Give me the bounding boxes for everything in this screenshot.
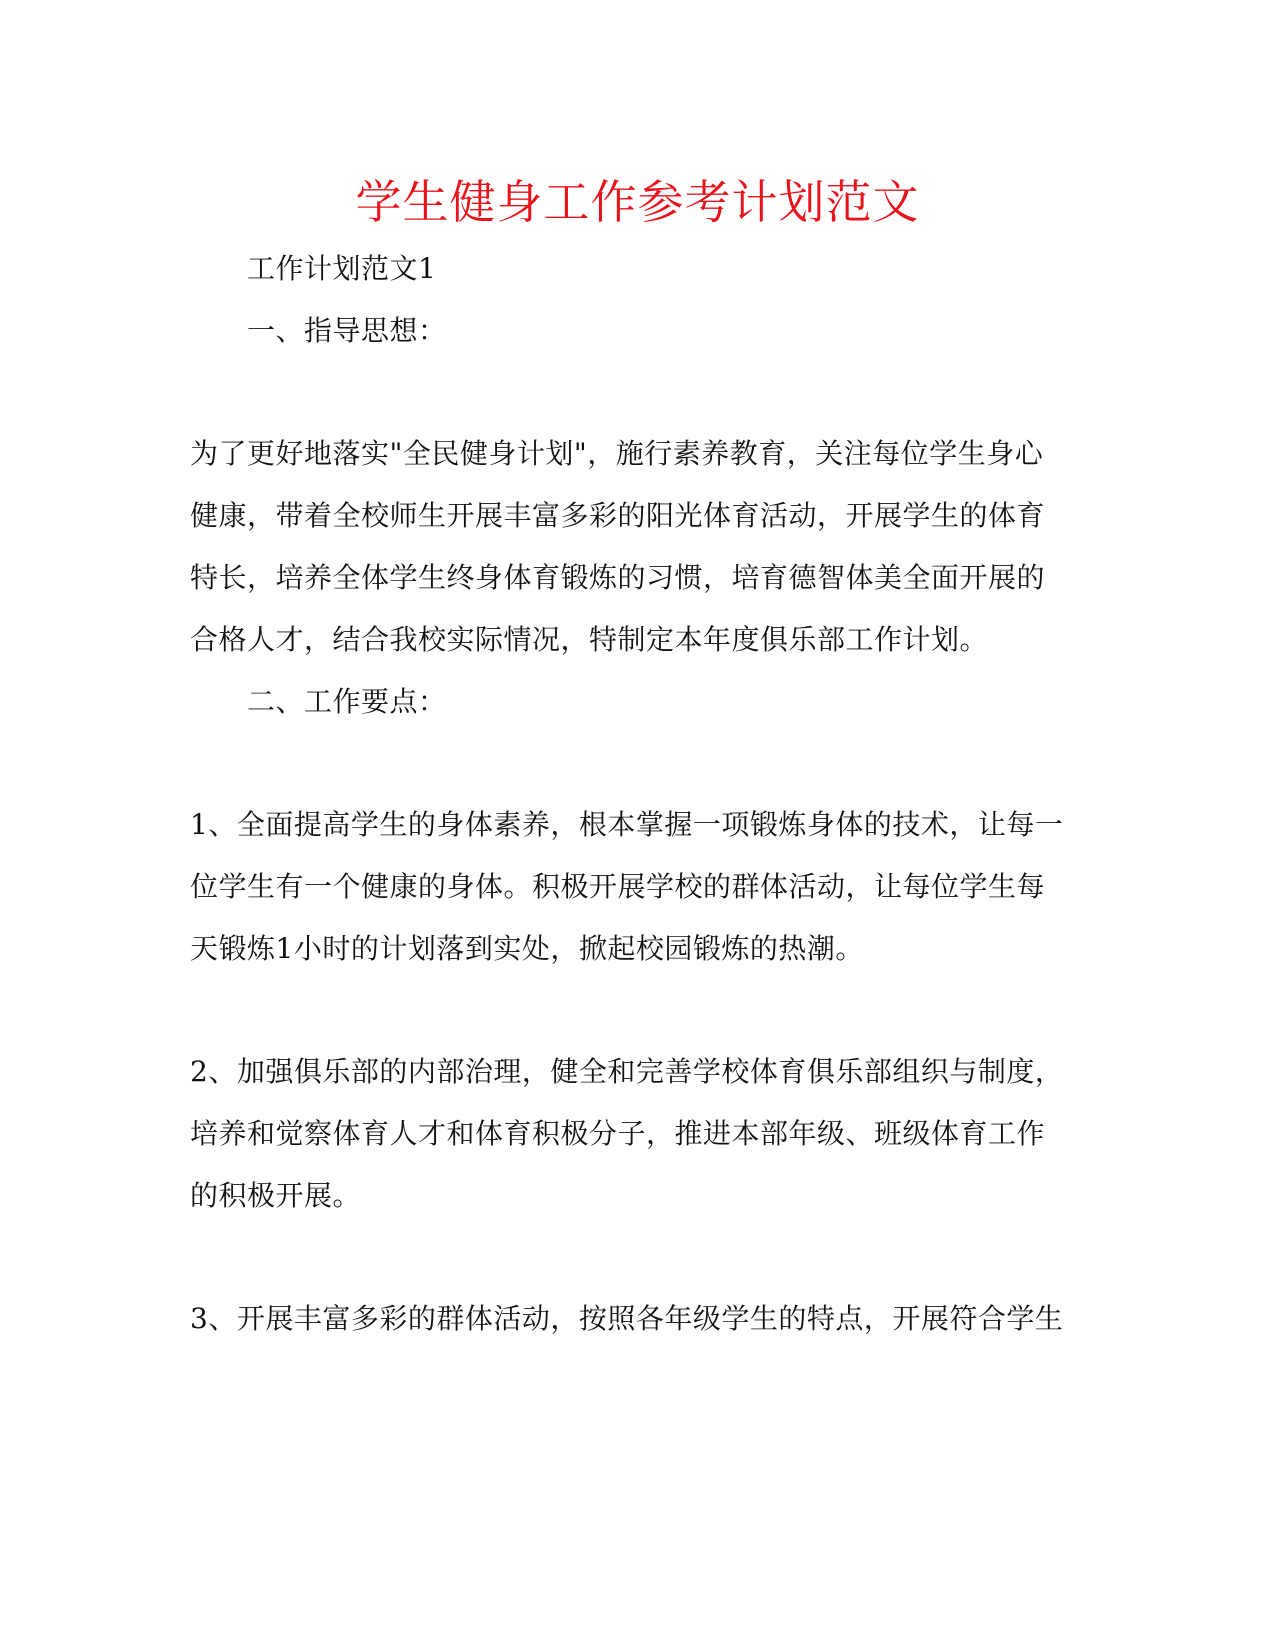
paragraph-line: 1、全面提高学生的身体素养，根本掌握一项锻炼身体的技术，让每一 [190, 808, 1064, 841]
paragraph-line: 健康，带着全校师生开展丰富多彩的阳光体育活动，开展学生的体育 [190, 499, 1046, 532]
plan-heading: 工作计划范文1 [247, 252, 437, 285]
section1-heading: 一、指导思想： [247, 314, 447, 347]
document-title: 学生健身工作参考计划范文 [355, 175, 920, 229]
paragraph-line: 合格人才，结合我校实际情况，特制定本年度俱乐部工作计划。 [190, 623, 989, 656]
paragraph-line: 为了更好地落实"全民健身计划"，施行素养教育，关注每位学生身心 [190, 437, 1044, 470]
paragraph-line: 的积极开展。 [190, 1179, 362, 1212]
paragraph-line: 3、开展丰富多彩的群体活动，按照各年级学生的特点，开展符合学生 [190, 1302, 1064, 1335]
paragraph-line: 2、加强俱乐部的内部治理，健全和完善学校体育俱乐部组织与制度， [190, 1055, 1064, 1088]
paragraph-line: 特长，培养全体学生终身体育锻炼的习惯，培育德智体美全面开展的 [190, 561, 1046, 594]
section2-heading: 二、工作要点： [247, 685, 447, 718]
paragraph-line: 培养和觉察体育人才和体育积极分子，推进本部年级、班级体育工作 [190, 1117, 1046, 1150]
paragraph-line: 天锻炼1小时的计划落到实处，掀起校园锻炼的热潮。 [190, 932, 864, 965]
paragraph-line: 位学生有一个健康的身体。积极开展学校的群体活动，让每位学生每 [190, 870, 1046, 903]
